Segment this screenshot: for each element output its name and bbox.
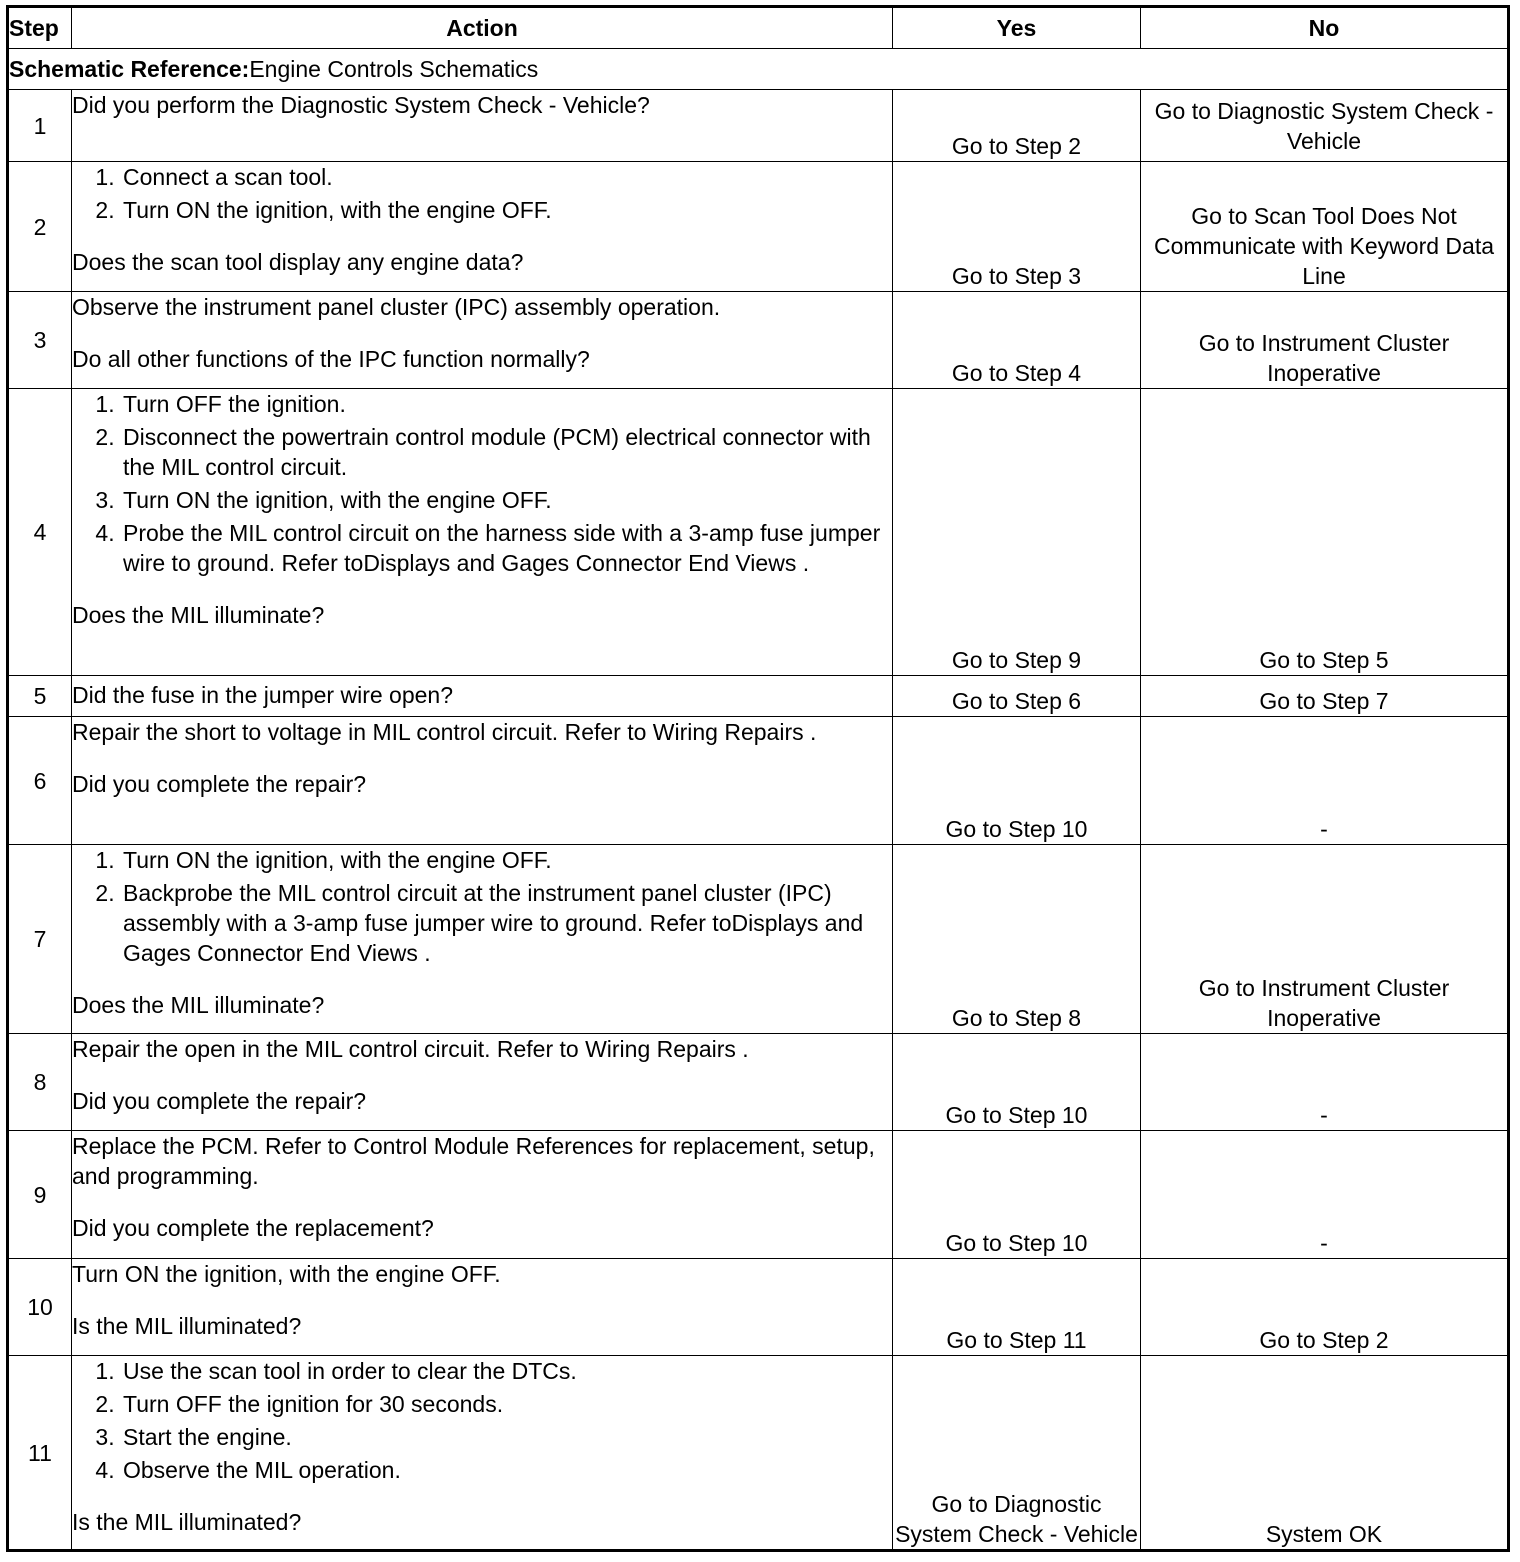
table-row (8, 845, 1509, 1034)
no-cell: Go to Instrument Cluster Inoperative (1141, 292, 1509, 389)
action-cell (72, 1356, 893, 1551)
action-cell (72, 1034, 893, 1131)
no-cell: Go to Step 5 (1141, 389, 1509, 676)
table-row (8, 1259, 1509, 1356)
yes-cell: Go to Diagnostic System Check - Vehicle (893, 1356, 1141, 1551)
action-steps (72, 845, 892, 968)
table-row (8, 1034, 1509, 1131)
diagnostic-table (6, 5, 1510, 1552)
yes-cell: Go to Step 6 (893, 676, 1141, 717)
action-header: Action (72, 7, 893, 49)
yes-cell: Go to Step 11 (893, 1259, 1141, 1356)
table-row (8, 1356, 1509, 1551)
action-text: Replace the PCM. Refer to Control Module References for replacement, setup, and programming. (72, 1133, 875, 1189)
no-cell: - (1141, 717, 1509, 845)
yes-cell: Go to Step 3 (893, 162, 1141, 292)
action-step: 1. Turn ON the ignition, with the engine OFF. (121, 845, 892, 875)
table-row (8, 389, 1509, 676)
action-question: Does the MIL illuminate? (72, 602, 325, 628)
action-step: 4. Observe the MIL operation. (121, 1455, 892, 1485)
no-cell: - (1141, 1131, 1509, 1259)
action-step: 1. Turn OFF the ignition. (121, 389, 892, 419)
no-cell: Go to Step 7 (1141, 676, 1509, 717)
yes-cell: Go to Step 9 (893, 389, 1141, 676)
table-row (8, 162, 1509, 292)
table-row (8, 676, 1509, 717)
table-row (8, 292, 1509, 389)
action-question: Is the MIL illuminated? (72, 1509, 302, 1535)
table-row (8, 90, 1509, 162)
step-number: 9 (8, 1131, 72, 1259)
action-cell (72, 90, 893, 162)
step-number: 8 (8, 1034, 72, 1131)
action-step: 2. Turn ON the ignition, with the engine OFF. (121, 195, 892, 225)
no-cell: Go to Instrument Cluster Inoperative (1141, 845, 1509, 1034)
step-number: 1 (8, 90, 72, 162)
action-cell (72, 389, 893, 676)
action-question: Did you complete the repair? (72, 1088, 367, 1114)
action-question: Do all other functions of the IPC function normally? (72, 346, 590, 372)
action-step: 4. Probe the MIL control circuit on the harness side with a 3-amp fuse jumper wire to ground. Refer toDisplays and Gages Connector End Views . (121, 518, 892, 578)
action-cell (72, 1259, 893, 1356)
schematic-reference (8, 49, 1509, 90)
step-number: 4 (8, 389, 72, 676)
action-cell (72, 717, 893, 845)
action-text: Repair the short to voltage in MIL control circuit. Refer to Wiring Repairs . (72, 719, 817, 745)
action-question: Did you complete the replacement? (72, 1215, 434, 1241)
yes-cell: Go to Step 4 (893, 292, 1141, 389)
schematic-reference-row (8, 49, 1509, 90)
action-steps (72, 162, 892, 225)
action-text: Observe the instrument panel cluster (IPC) assembly operation. (72, 294, 721, 320)
action-steps (72, 1356, 892, 1485)
no-cell: Go to Step 2 (1141, 1259, 1509, 1356)
header-row (8, 7, 1509, 49)
action-question: Is the MIL illuminated? (72, 1313, 302, 1339)
yes-cell: Go to Step 8 (893, 845, 1141, 1034)
yes-header: Yes (893, 7, 1141, 49)
action-text: Turn ON the ignition, with the engine OFF. (72, 1261, 501, 1287)
action-text: Repair the open in the MIL control circuit. Refer to Wiring Repairs . (72, 1036, 749, 1062)
action-cell (72, 292, 893, 389)
action-cell (72, 162, 893, 292)
step-header: Step (8, 7, 72, 49)
action-step: 2. Disconnect the powertrain control module (PCM) electrical connector with the MIL control circuit. (121, 422, 892, 482)
action-step: 3. Turn ON the ignition, with the engine OFF. (121, 485, 892, 515)
action-question: Does the MIL illuminate? (72, 992, 325, 1018)
step-number: 10 (8, 1259, 72, 1356)
no-cell: System OK (1141, 1356, 1509, 1551)
table-row (8, 717, 1509, 845)
schematic-reference-label: Schematic Reference: (9, 56, 250, 82)
no-cell: Go to Diagnostic System Check - Vehicle (1141, 90, 1509, 162)
action-step: 3. Start the engine. (121, 1422, 892, 1452)
action-step: 2. Backprobe the MIL control circuit at the instrument panel cluster (IPC) assembly with a 3-amp fuse jumper wire to ground. Refer toDisplays and Gages Connector End Views . (121, 878, 892, 968)
action-step: 1. Use the scan tool in order to clear the DTCs. (121, 1356, 892, 1386)
table-row (8, 1131, 1509, 1259)
action-text: Did you perform the Diagnostic System Check - Vehicle? (72, 92, 650, 118)
step-number: 7 (8, 845, 72, 1034)
step-number: 6 (8, 717, 72, 845)
action-steps (72, 389, 892, 578)
step-number: 3 (8, 292, 72, 389)
no-cell: Go to Scan Tool Does Not Communicate with Keyword Data Line (1141, 162, 1509, 292)
schematic-reference-value: Engine Controls Schematics (249, 56, 539, 82)
action-step: 2. Turn OFF the ignition for 30 seconds. (121, 1389, 892, 1419)
action-cell (72, 676, 893, 717)
step-number: 11 (8, 1356, 72, 1551)
action-question: Did you complete the repair? (72, 771, 367, 797)
no-header: No (1141, 7, 1509, 49)
step-number: 2 (8, 162, 72, 292)
yes-cell: Go to Step 10 (893, 1131, 1141, 1259)
action-cell (72, 845, 893, 1034)
action-step: 1. Connect a scan tool. (121, 162, 892, 192)
step-number: 5 (8, 676, 72, 717)
yes-cell: Go to Step 2 (893, 90, 1141, 162)
yes-cell: Go to Step 10 (893, 1034, 1141, 1131)
no-cell: - (1141, 1034, 1509, 1131)
action-text: Did the fuse in the jumper wire open? (72, 682, 453, 708)
action-question: Does the scan tool display any engine data? (72, 249, 524, 275)
yes-cell: Go to Step 10 (893, 717, 1141, 845)
action-cell (72, 1131, 893, 1259)
